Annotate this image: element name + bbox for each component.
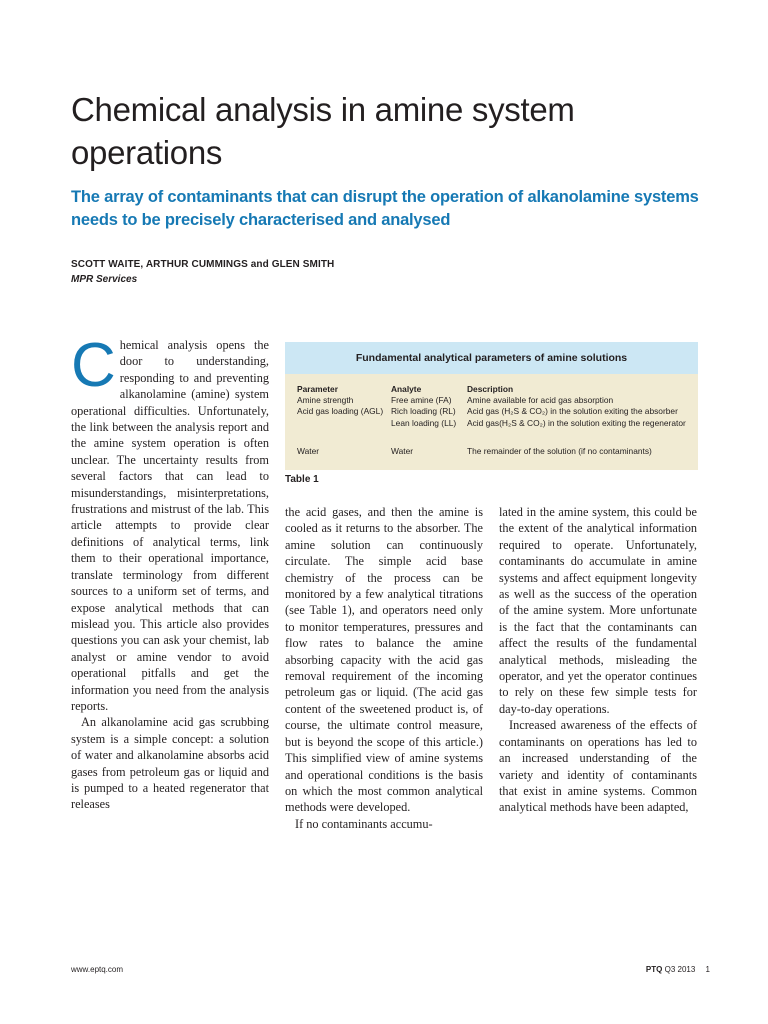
table-cell: Water bbox=[297, 446, 320, 456]
drop-cap: C bbox=[71, 331, 116, 400]
table-body bbox=[285, 374, 698, 470]
table-cell: Rich loading (RL) bbox=[391, 406, 456, 416]
article-title: Chemical analysis in amine system operations bbox=[71, 91, 575, 171]
issue-date: Q3 2013 bbox=[664, 965, 696, 974]
table-cell: Lean loading (LL) bbox=[391, 418, 457, 428]
table-header-cell: Description bbox=[467, 384, 514, 394]
table-cell: Amine available for acid gas absorption bbox=[467, 395, 614, 405]
table-caption: Table 1 bbox=[285, 474, 319, 485]
table-title: Fundamental analytical parameters of amine solutions bbox=[285, 342, 698, 374]
paragraph-text: hemical analysis opens the door to understanding, responding to and preventing alkanolamine (amine) system operational difficulties. Unfortunately, the link between the analysis report and the amine system operation is often unclear. The uncertainty results from several factors that can lead to misunderstandings, misinterpretations, frustrations and mistrust of the lab. This article attempts to provide clear definitions of analytical terms, link them to their operational importance, translate terminology from different sources to a uniform set of terms, and expose analytical methods that can mislead you. This article also provides questions you can ask your chemist, lab analyst or amine vendor to avoid operational pitfalls and get the information you need from the analysis reports. bbox=[71, 338, 269, 713]
table-cell: Acid gas(H₂S & CO₂) in the solution exiting the regenerator bbox=[467, 418, 686, 428]
table-cell: Acid gas loading (AGL) bbox=[297, 406, 384, 416]
table-cell: Amine strength bbox=[297, 395, 354, 405]
body-column-1 bbox=[71, 331, 269, 813]
body-paragraph bbox=[71, 331, 269, 714]
body-column-2 bbox=[285, 504, 483, 832]
analysis-table bbox=[285, 342, 698, 470]
author-names: SCOTT WAITE, ARTHUR CUMMINGS and GLEN SMITH bbox=[71, 259, 335, 270]
table-cell: Acid gas (H₂S & CO₂) in the solution exiting the absorber bbox=[467, 406, 678, 416]
body-paragraph: If no contaminants accumu- bbox=[295, 816, 433, 831]
body-paragraph: the acid gases, and then the amine is cooled as it returns to the absorber. The amine solution can continuously circulate. The simple acid base chemistry of the process can be monitored by a few analytical titrations (see Table 1), and operators need only to monitor temperatures, pressures and flow rates to balance the amine absorbing capacity with the acid gas removal requirement of the incoming petroleum gas or liquid. (The acid gas content of the sweetened product is, of course, the ultimate control measure, but is beyond the scope of this article.) This simplified view of amine systems and operational conditions is the basis on which the most common analytical methods were developed. bbox=[285, 505, 483, 815]
body-paragraph: Increased awareness of the effects of contaminants on operations has led to an increased understanding of the variety and identity of contaminants that exist in amine systems. Common analytical methods have been adapted, bbox=[499, 718, 697, 815]
footer-website: www.eptq.com bbox=[71, 965, 124, 974]
table-header-cell: Parameter bbox=[297, 384, 338, 394]
table-header-cell: Analyte bbox=[391, 384, 422, 394]
body-column-3 bbox=[499, 504, 697, 816]
body-paragraph: An alkanolamine acid gas scrubbing system is a simple concept: a solution of water and alkanolamine absorbs acid gases from petroleum gas or liquid and is pumped to a heated regenerator that releases bbox=[71, 715, 269, 812]
body-paragraph: lated in the amine system, this could be the extent of the analytical information required to operate. Unfortunately, contaminants do accumulate in amine systems and affect equipment longevity as well as the success of the operation of the amine system. More unfortunate is the fact that the contaminants can affect the results of the fundamental analytical methods, misleading the operator, and yet the operator continues to rely on these few simple tests for day-to-day operations. bbox=[499, 505, 697, 716]
table-cell: Water bbox=[391, 446, 414, 456]
page-number: 1 bbox=[705, 965, 710, 974]
footer-issue bbox=[646, 965, 710, 974]
author-affiliation: MPR Services bbox=[71, 274, 138, 285]
table-cell: The remainder of the solution (if no contaminants) bbox=[467, 446, 652, 456]
magazine-name: PTQ bbox=[645, 965, 663, 974]
article-subtitle: The array of contaminants that can disrupt the operation of alkanolamine systems needs to be precisely characterised and analysed bbox=[71, 188, 699, 229]
table-cell: Free amine (FA) bbox=[391, 395, 452, 405]
